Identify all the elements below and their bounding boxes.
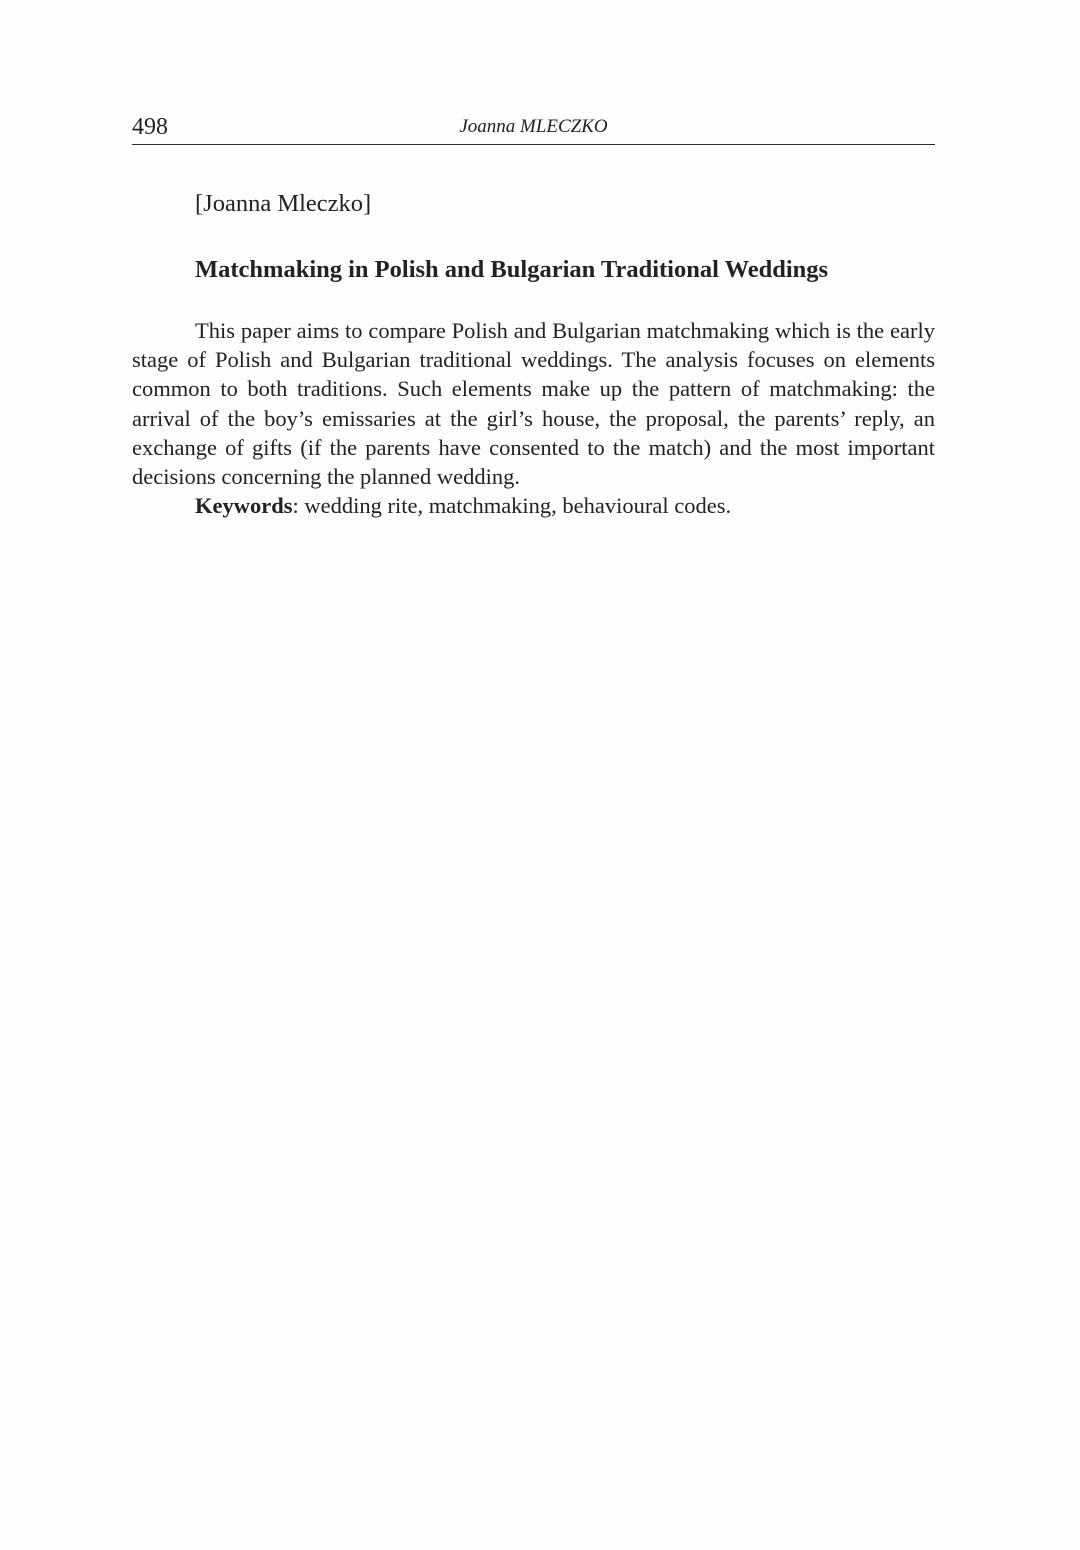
running-head (132, 112, 935, 145)
keywords-line (132, 491, 935, 520)
keywords-label: Keywords (195, 493, 293, 519)
article-title: Matchmaking in Polish and Bulgarian Traditional Weddings (195, 256, 829, 283)
abstract (132, 316, 935, 520)
keywords-text: : wedding rite, matchmaking, behavioural codes. (292, 493, 732, 519)
article-author: [Joanna Mleczko] (195, 190, 372, 217)
page-number: 498 (132, 114, 168, 140)
running-author: Joanna MLECZKO (459, 116, 608, 137)
abstract-text: This paper aims to compare Polish and Bulgarian matchmaking which is the early stage of Polish and Bulgarian traditional weddings. The analysis focuses on elements common to both traditions. Such elements make up the pattern of matchmaking: the arrival of the boy’s emissaries at the girl’s house, the proposal, the parents’ reply, an exchange of gifts (if the parents have consented to the match) and the most important decisions concerning the planned wedding. (132, 318, 935, 490)
